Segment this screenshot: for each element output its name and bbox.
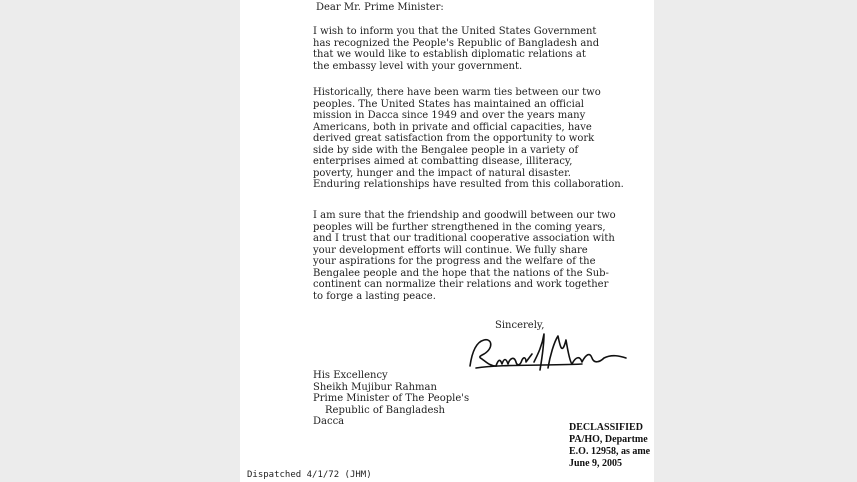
paragraph-line: and I trust that our traditional cooperative association with xyxy=(313,233,615,244)
paragraph-line: peoples. The United States has maintained an official xyxy=(313,98,584,110)
paragraph-line: poverty, hunger and the impact of natural disaster. xyxy=(313,167,571,179)
declass-line: PA/HO, Departme xyxy=(569,434,648,445)
declass-line: DECLASSIFIED xyxy=(569,422,643,433)
paragraph-line: I am sure that the friendship and goodwill between our two xyxy=(313,210,616,221)
paragraph-line: Americans, both in private and official capacities, have xyxy=(313,121,592,133)
paragraph-1 xyxy=(313,26,599,72)
signature-handwritten xyxy=(462,328,632,376)
addressee-line: His Excellency xyxy=(313,370,388,381)
addressee-line: Sheikh Mujibur Rahman xyxy=(313,381,437,393)
paragraph-line: that we would like to establish diplomatic relations at xyxy=(313,49,586,60)
paragraph-line: mission in Dacca since 1949 and over the years many xyxy=(313,110,586,121)
salutation: Dear Mr. Prime Minister: xyxy=(316,2,444,13)
paragraph-line: has recognized the People's Republic of Bangladesh and xyxy=(313,37,600,49)
declassification-stamp xyxy=(569,422,654,470)
addressee-block xyxy=(313,370,469,428)
closing: Sincerely, xyxy=(495,320,545,331)
paragraph-line: continent can normalize their relations and work together xyxy=(313,279,609,290)
right-scan-margin xyxy=(654,0,857,482)
paragraph-line: to forge a lasting peace. xyxy=(313,290,436,302)
paragraph-line: peoples will be further strengthened in the coming years, xyxy=(313,221,606,233)
addressee-line: Dacca xyxy=(313,416,345,427)
declass-line: June 9, 2005 xyxy=(569,458,623,469)
addressee-line: Republic of Bangladesh xyxy=(325,404,445,416)
paragraph-line: Historically, there have been warm ties between our two xyxy=(313,87,601,98)
paragraph-line: Bengalee people and the hope that the nations of the Sub- xyxy=(313,267,609,279)
paragraph-3 xyxy=(313,210,616,302)
paragraph-2 xyxy=(313,87,624,191)
paragraph-line: the embassy level with your government. xyxy=(313,60,523,72)
paragraph-line: your development efforts will continue. We fully share xyxy=(313,244,588,256)
left-scan-margin xyxy=(0,0,240,482)
dispatch-note: Dispatched 4/1/72 (JHM) xyxy=(247,470,372,480)
paragraph-line: your aspirations for the progress and the welfare of the xyxy=(313,256,596,267)
paragraph-line: enterprises aimed at combatting disease, illiteracy, xyxy=(313,156,573,167)
paragraph-line: derived great satisfaction from the opportunity to work xyxy=(313,133,595,144)
addressee-line: Prime Minister of The People's xyxy=(313,393,470,404)
declass-line: E.O. 12958, as ame xyxy=(569,446,651,457)
paragraph-line: side by side with the Bengalee people in a variety of xyxy=(313,144,579,156)
paragraph-line: Enduring relationships have resulted from this collaboration. xyxy=(313,179,624,190)
paragraph-line: I wish to inform you that the United States Government xyxy=(313,26,597,37)
